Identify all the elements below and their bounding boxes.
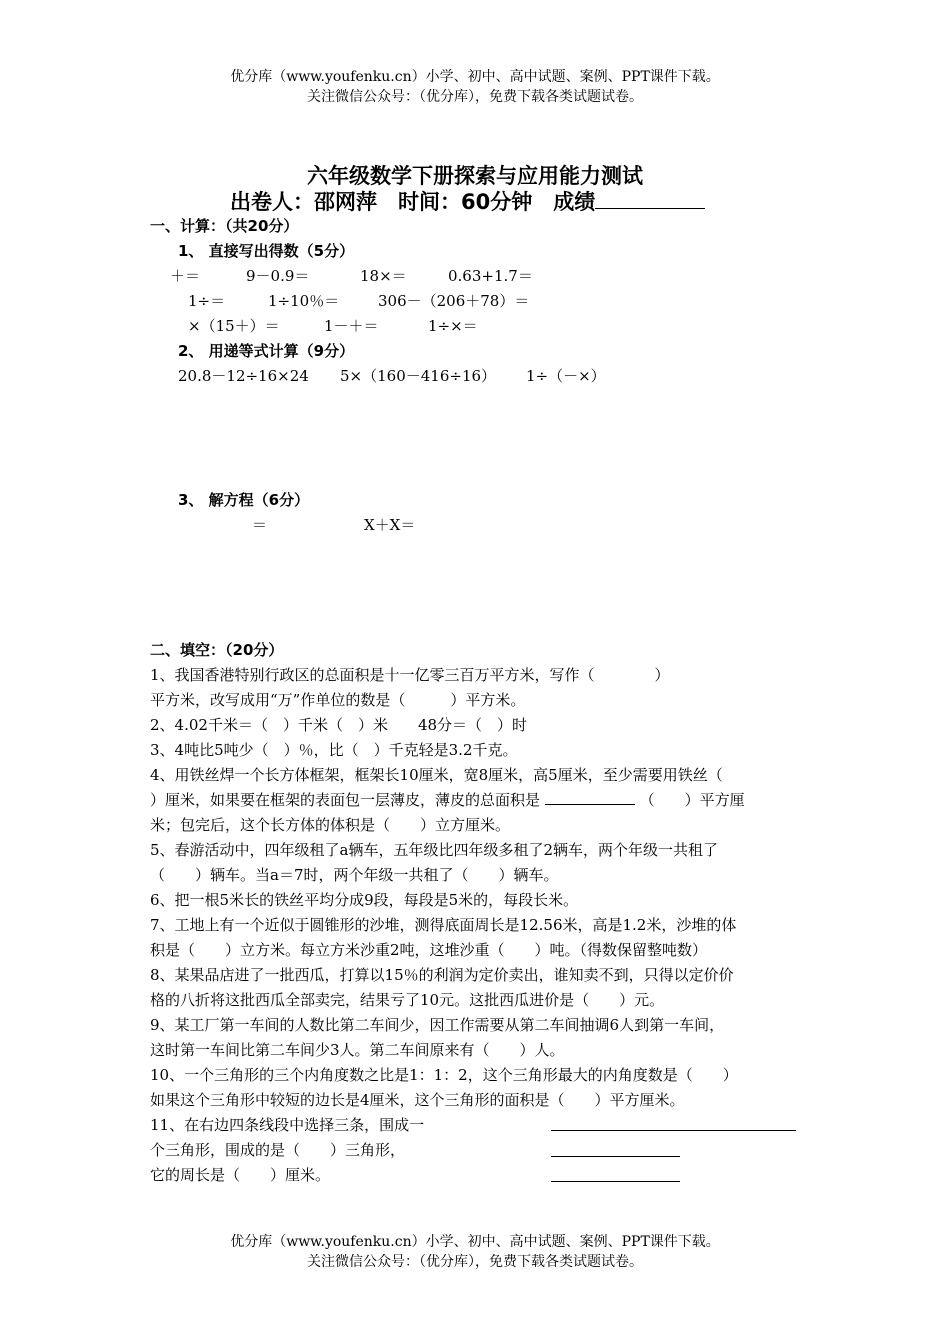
calc-item: ×（15＋）＝ [188, 317, 280, 335]
question-line: 平方米，改写成用“万”作单位的数是（ ）平方米。 [150, 691, 526, 709]
question-line: 个三角形，围成的是（ ）三角形， [150, 1141, 406, 1159]
question-line: 如果这个三角形中较短的边长是4厘米，这个三角形的面积是（ ）平方厘米。 [150, 1091, 685, 1109]
answer-blank [545, 790, 635, 805]
question-line: 这时第一车间比第二车间少3人。第二车间原来有（ ）人。 [150, 1041, 565, 1059]
question-line: 3、4吨比5吨少（ ）％，比（ ）千克轻是3.2千克。 [150, 741, 518, 759]
question-line: 4、用铁丝焊一个长方体框架，框架长10厘米，宽8厘米，高5厘米，至少需要用铁丝（ [150, 766, 723, 784]
step-calc-item: 20.8－12÷16×24 [178, 367, 309, 385]
equation-item: ＝ [252, 516, 268, 534]
footer-line-1: 优分库（www.youfenku.cn）小学、初中、高中试题、案例、PPT课件下载。 [230, 1234, 720, 1250]
calc-item: 9－0.9＝ [246, 267, 310, 285]
footer-line-2: 关注微信公众号：（优分库），免费下载各类试题试卷。 [307, 1254, 643, 1270]
step-calc-item: 5×（160－416÷16） [340, 367, 497, 385]
subtitle-text: 出卷人：邵网萍 时间：60分钟 成绩 [230, 190, 596, 214]
calc-item: ＋＝ [170, 267, 201, 285]
question-line: 积是（ ）立方米。每立方米沙重2吨，这堆沙重（ ）吨。（得数保留整吨数） [150, 941, 708, 959]
page-title: 六年级数学下册探索与应用能力测试 [307, 164, 643, 188]
question-line [150, 789, 745, 810]
line-segment [551, 1130, 796, 1131]
section2-heading: 二、填空：（20分） [150, 641, 284, 659]
calc-item: 0.63+1.7＝ [448, 267, 533, 285]
line-segment [551, 1156, 680, 1157]
question-line: 5、春游活动中，四年级租了a辆车，五年级比四年级多租了2辆车，两个年级一共租了 [150, 841, 719, 859]
question-line: 10、一个三角形的三个内角度数之比是1：1：2，这个三角形最大的内角度数是（ ） [150, 1066, 738, 1084]
question-line-text: ）厘米，如果要在框架的表面包一层薄皮，薄皮的总面积是 [150, 791, 541, 809]
header-line-1: 优分库（www.youfenku.cn）小学、初中、高中试题、案例、PPT课件下载。 [230, 69, 720, 85]
question-line: 1、我国香港特别行政区的总面积是十一亿零三百万平方米，写作（ ） [150, 666, 670, 684]
question-line: 米；包完后，这个长方体的体积是（ ）立方厘米。 [150, 816, 511, 834]
header-line-2: 关注微信公众号：（优分库），免费下载各类试题试卷。 [307, 89, 643, 105]
question-line: 11、在右边四条线段中选择三条，围成一 [150, 1116, 425, 1134]
question-line: 7、工地上有一个近似于圆锥形的沙堆，测得底面周长是12.56米，高是1.2米，沙堆的体 [150, 916, 737, 934]
page-subtitle [230, 186, 705, 216]
question-line: 2、4.02千米＝（ ）千米（ ）米 48分＝（ ）时 [150, 716, 528, 734]
step-calc-item: 1÷（－×） [526, 367, 606, 385]
calc-item: 306－（206＋78）＝ [378, 292, 530, 310]
part1-heading: 1、 直接写出得数（5分） [178, 242, 355, 260]
question-line: 6、把一根5米长的铁丝平均分成9段，每段是5米的，每段长米。 [150, 891, 579, 909]
calc-item: 1÷＝ [188, 292, 226, 310]
question-line: 9、某工厂第一车间的人数比第二车间少，因工作需要从第二车间抽调6人到第一车间， [150, 1016, 725, 1034]
part2-heading: 2、 用递等式计算（9分） [178, 342, 355, 360]
question-line: 它的周长是（ ）厘米。 [150, 1166, 331, 1184]
question-line-text: （ ）平方厘 [639, 791, 745, 809]
calc-item: 1÷10％＝ [268, 292, 340, 310]
question-line: 8、某果品店进了一批西瓜，打算以15％的利润为定价卖出，谁知卖不到，只得以定价价 [150, 966, 734, 984]
line-segment [551, 1181, 680, 1182]
part3-heading: 3、 解方程（6分） [178, 491, 310, 509]
score-blank [595, 194, 705, 209]
question-line: 格的八折将这批西瓜全部卖完，结果亏了10元。这批西瓜进价是（ ）元。 [150, 991, 665, 1009]
section1-heading: 一、计算：（共20分） [150, 217, 299, 235]
question-line: （ ）辆车。当a＝7时，两个年级一共租了（ ）辆车。 [150, 866, 559, 884]
calc-item: 18×＝ [360, 267, 407, 285]
calc-item: 1÷×＝ [428, 317, 478, 335]
calc-item: 1－＋＝ [324, 317, 379, 335]
equation-item: X＋X＝ [364, 516, 416, 534]
